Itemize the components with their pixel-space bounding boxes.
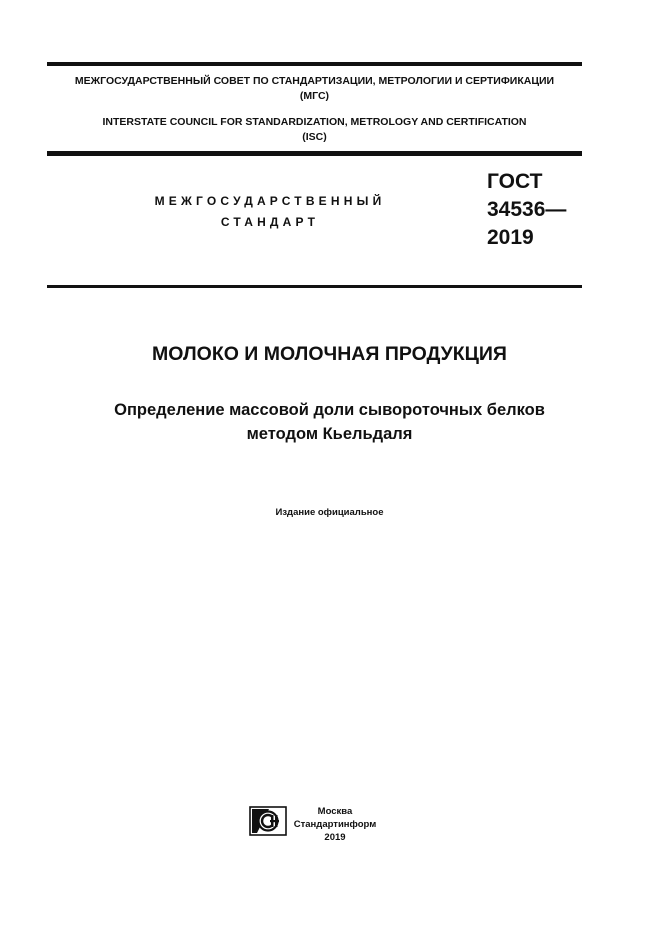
standard-type <box>140 191 400 233</box>
middle-divider <box>47 151 582 156</box>
council-name-ru-line1: МЕЖГОСУДАРСТВЕННЫЙ СОВЕТ ПО СТАНДАРТИЗАЦИИ, МЕТРОЛОГИИ И СЕРТИФИКАЦИИ <box>74 75 555 87</box>
bottom-divider <box>47 285 582 288</box>
council-abbr-ru: (МГС) <box>299 90 330 102</box>
standartinform-logo-icon <box>249 806 287 836</box>
edition-label: Издание официальное <box>275 507 384 518</box>
document-subtitle-line1: Определение массовой доли сывороточных белков <box>114 401 545 419</box>
top-divider <box>47 62 582 66</box>
gost-label: ГОСТ <box>487 170 543 193</box>
council-name-en <box>47 115 582 145</box>
document-title: МОЛОКО И МОЛОЧНАЯ ПРОДУКЦИЯ <box>152 343 507 365</box>
document-subtitle-line2: методом Кьельдаля <box>246 425 413 443</box>
publisher-info <box>290 805 380 844</box>
document-subtitle <box>47 398 612 446</box>
gost-designation <box>487 168 566 252</box>
council-abbr-en: (ISC) <box>302 131 327 143</box>
publisher-name: Стандартинформ <box>293 819 377 830</box>
council-name-ru <box>47 74 582 104</box>
standard-type-line1: МЕЖГОСУДАРСТВЕННЫЙ <box>154 194 386 208</box>
council-name-en-line1: INTERSTATE COUNCIL FOR STANDARDIZATION, METROLOGY AND CERTIFICATION <box>102 116 527 128</box>
publisher-city: Москва <box>317 806 353 817</box>
gost-year: 2019 <box>487 226 534 249</box>
gost-number: 34536— <box>487 198 567 221</box>
publisher-year: 2019 <box>324 832 346 843</box>
standard-type-line2: СТАНДАРТ <box>220 215 320 229</box>
